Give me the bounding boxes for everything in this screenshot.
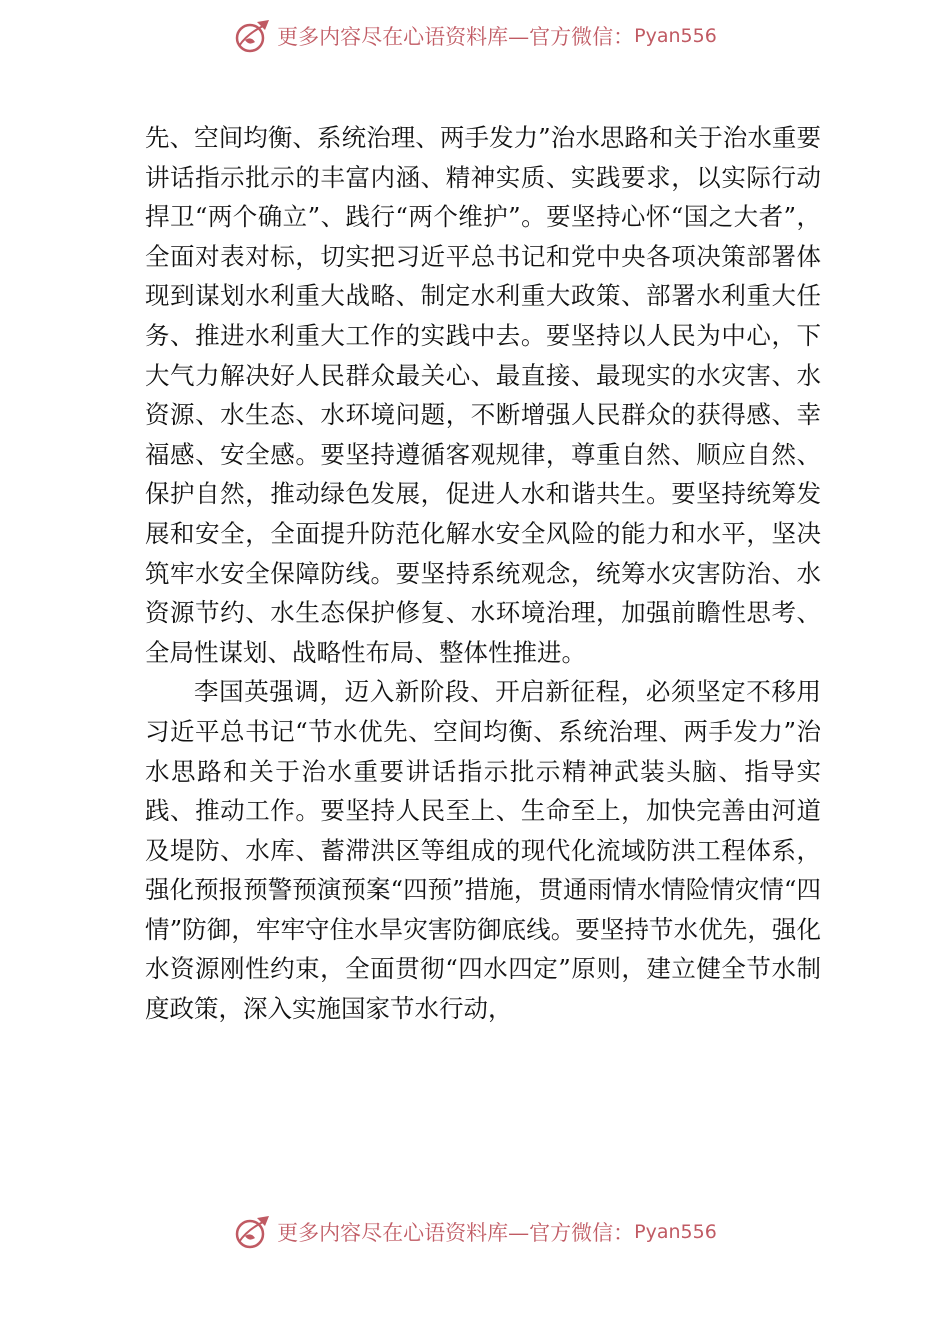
footer-banner bbox=[0, 1210, 950, 1254]
paragraph: 李国英强调，迈入新阶段、开启新征程，必须坚定不移用习近平总书记“节水优先、空间均衡、系统治理、两手发力”治水思路和关于治水重要讲话指示批示精神武装头脑、指导实践、推动工作。要坚持人民至上、生命至上，加快完善由河道及堤防、水库、蓄滞洪区等组成的现代化流域防洪工程体系，强化预报预警预演预案“四预”措施，贯通雨情水情险情灾情“四情”防御，牢牢守住水旱灾害防御底线。要坚持节水优先，强化水资源刚性约束，全面贯彻“四水四定”原则，建立健全节水制度政策，深入实施国家节水行动， bbox=[145, 677, 821, 1024]
banner-text: 更多内容尽在心语资料库—官方微信： bbox=[277, 1221, 635, 1245]
header-banner bbox=[0, 14, 950, 58]
pen-logo-icon bbox=[233, 16, 273, 56]
wechat-id: Pyan556 bbox=[634, 1221, 717, 1243]
pen-logo-icon bbox=[233, 1212, 273, 1252]
paragraph: 先、空间均衡、系统治理、两手发力”治水思路和关于治水重要讲话指示批示的丰富内涵、精神实质、实践要求，以实际行动捍卫“两个确立”、践行“两个维护”。要坚持心怀“国之大者”，全面对表对标，切实把习近平总书记和党中央各项决策部署体现到谋划水利重大战略、制定水利重大政策、部署水利重大任务、推进水利重大工作的实践中去。要坚持以人民为中心，下大气力解决好人民群众最关心、最直接、最现实的水灾害、水资源、水生态、水环境问题，不断增强人民群众的获得感、幸福感、安全感。要坚持遵循客观规律，尊重自然、顺应自然、保护自然，推动绿色发展，促进人水和谐共生。要坚持统筹发展和安全，全面提升防范化解水安全风险的能力和水平，坚决筑牢水安全保障防线。要坚持系统观念，统筹水灾害防治、水资源节约、水生态保护修复、水环境治理，加强前瞻性思考、全局性谋划、战略性布局、整体性推进。 bbox=[145, 123, 821, 667]
wechat-id: Pyan556 bbox=[634, 25, 717, 47]
banner-text: 更多内容尽在心语资料库—官方微信： bbox=[277, 25, 635, 49]
document-body bbox=[145, 118, 821, 1029]
